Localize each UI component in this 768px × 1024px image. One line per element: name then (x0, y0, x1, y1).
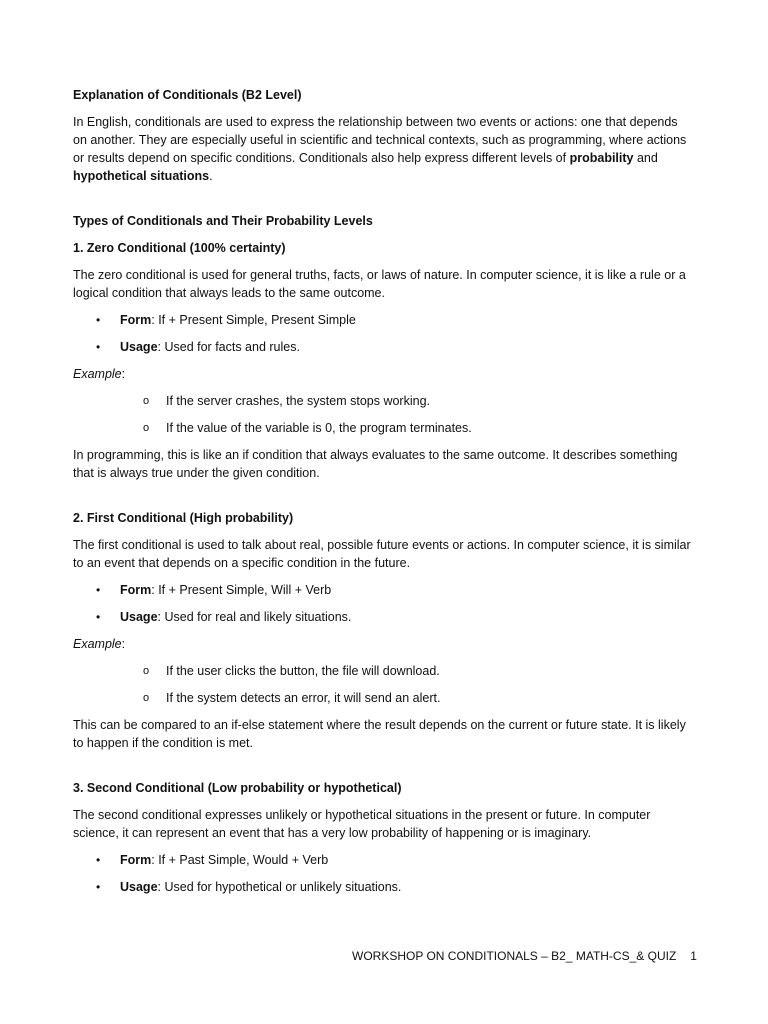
bullet-icon: • (96, 583, 101, 597)
list-item: • Form: If + Present Simple, Present Simple (96, 313, 356, 327)
section-note-first: This can be compared to an if-else statement where the result depends on the current or future state. It is likely to happen if the condition is met. (73, 718, 686, 750)
list-item: o If the server crashes, the system stops working. (143, 394, 430, 408)
bullet-list-second (73, 851, 693, 896)
list-item: • Form: If + Past Simple, Would + Verb (96, 853, 329, 867)
example-list-zero (73, 392, 693, 437)
types-heading: Types of Conditionals and Their Probability Levels (73, 214, 373, 228)
bullet-list-zero (73, 311, 693, 356)
list-item: o If the user clicks the button, the file will download. (143, 664, 440, 678)
bullet-icon: • (96, 340, 101, 354)
bullet-icon: • (96, 853, 101, 867)
intro-paragraph: In English, conditionals are used to express the relationship between two events or actions: one that depends on another. They are especially useful in scientific and technical contexts, such as programming, where actions or results depend on specific conditions. Conditionals also help express different levels of probability and hypothetical situations. (73, 115, 687, 183)
example-label: Example: (73, 637, 126, 651)
bullet-icon: • (96, 610, 101, 624)
example-list-first (73, 662, 693, 707)
section-heading-second: 3. Second Conditional (Low probability or hypothetical) (73, 781, 402, 795)
document-title: Explanation of Conditionals (B2 Level) (73, 88, 302, 102)
section-desc-zero: The zero conditional is used for general truths, facts, or laws of nature. In computer science, it is like a rule or a logical condition that always leads to the same outcome. (73, 268, 686, 300)
bullet-icon: • (96, 313, 101, 327)
document-page (73, 86, 693, 905)
footer-text: WORKSHOP ON CONDITIONALS – B2_ MATH-CS_& QUIZ (352, 949, 677, 963)
page-number: 1 (690, 949, 697, 963)
section-heading-first: 2. First Conditional (High probability) (73, 511, 294, 525)
circle-bullet-icon: o (143, 395, 150, 407)
list-item: o If the system detects an error, it will send an alert. (143, 691, 441, 705)
circle-bullet-icon: o (143, 692, 150, 704)
page-footer (352, 947, 712, 965)
circle-bullet-icon: o (143, 665, 150, 677)
list-item: • Usage: Used for real and likely situations. (96, 610, 352, 624)
circle-bullet-icon: o (143, 422, 150, 434)
list-item: • Usage: Used for facts and rules. (96, 340, 300, 354)
section-heading-zero: 1. Zero Conditional (100% certainty) (73, 241, 286, 255)
section-desc-second: The second conditional expresses unlikely or hypothetical situations in the present or future. In computer science, it can represent an event that has a very low probability of happening or is imaginary. (73, 808, 651, 840)
example-label: Example: (73, 367, 126, 381)
bullet-icon: • (96, 880, 101, 894)
list-item: o If the value of the variable is 0, the program terminates. (143, 421, 472, 435)
list-item: • Form: If + Present Simple, Will + Verb (96, 583, 332, 597)
bullet-list-first (73, 581, 693, 626)
list-item: • Usage: Used for hypothetical or unlikely situations. (96, 880, 402, 894)
section-note-zero: In programming, this is like an if condition that always evaluates to the same outcome. It describes something that is always true under the given condition. (73, 448, 678, 480)
section-desc-first: The first conditional is used to talk about real, possible future events or actions. In computer science, it is similar to an event that depends on a specific condition in the future. (73, 538, 691, 570)
